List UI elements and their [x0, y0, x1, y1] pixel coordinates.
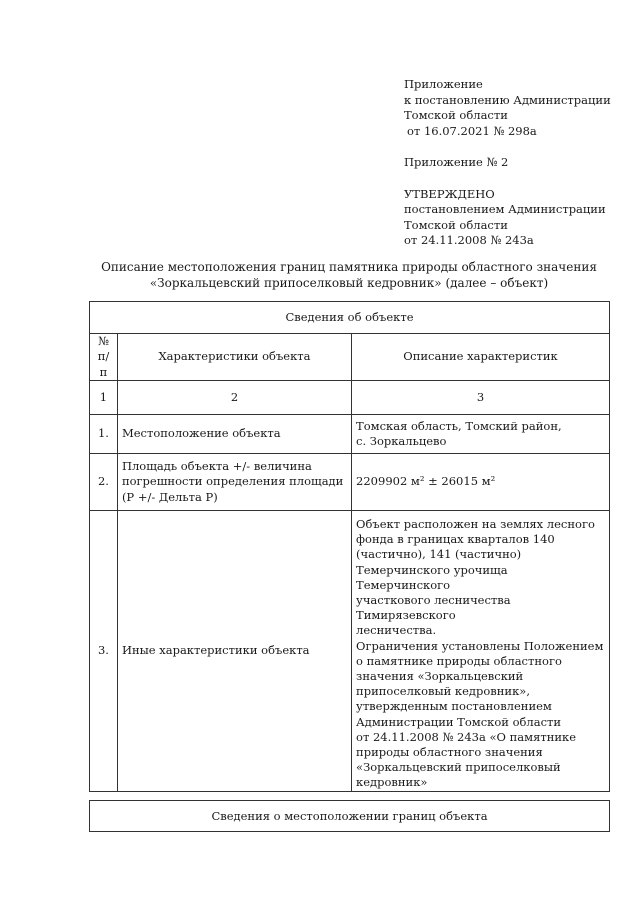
row-description: 2209902 м² ± 26015 м²	[352, 454, 610, 511]
table-row	[90, 415, 610, 454]
boundary-info-table	[89, 800, 610, 832]
table-caption: Сведения о местоположении границ объекта	[90, 801, 610, 832]
header-description: Описание характеристик	[352, 334, 610, 381]
appendix-line: Приложение	[404, 77, 483, 91]
row-number: 2.	[90, 454, 118, 511]
row-number: 3.	[90, 511, 118, 792]
column-numbers-row	[90, 381, 610, 415]
row-description: Объект расположен на землях лесного фонда в границах кварталов 140 (частично), 141 (частично) Темерчинского урочища Темерчинского участкового лесничества Тимирязевского лесничества. Ограничения установлены Положением о памятнике природы областного значения «Зоркальцевский припоселковый кедровник», утвержденным постановлением Администрации Томской области от 24.11.2008 № 243а «О памятнике природы областного значения «Зоркальцевский припоселковый кедровник»	[352, 511, 610, 792]
row-number: 1.	[90, 415, 118, 454]
appendix-line: Томской области	[404, 108, 508, 122]
column-number: 1	[90, 381, 118, 415]
appendix-2-label: Приложение № 2	[404, 155, 509, 169]
row-characteristic: Местоположение объекта	[117, 415, 351, 454]
object-info-table	[89, 301, 610, 792]
header-num: № п/п	[90, 334, 118, 381]
title-line: Описание местоположения границ памятника природы областного значения	[101, 260, 597, 274]
row-characteristic: Иные характеристики объекта	[117, 511, 351, 792]
column-number: 3	[352, 381, 610, 415]
title-line: «Зоркальцевский припоселковый кедровник» (далее – объект)	[149, 276, 549, 290]
header-characteristic: Характеристики объекта	[117, 334, 351, 381]
approved-line: УТВЕРЖДЕНО	[404, 186, 495, 201]
approved-line: постановлением Администрации	[404, 202, 606, 216]
table-row	[90, 511, 610, 792]
approved-line: Томской области	[404, 217, 508, 232]
appendix-line: к постановлению Администрации	[404, 92, 611, 107]
approved-line: от 24.11.2008 № 243а	[404, 233, 534, 247]
row-characteristic: Площадь объекта +/- величина погрешности определения площади (Р +/- Дельта Р)	[117, 454, 351, 511]
table-caption: Сведения об объекте	[90, 302, 610, 334]
table-caption-row	[90, 302, 610, 334]
table-row	[90, 454, 610, 511]
column-number: 2	[117, 381, 351, 415]
table-caption-row	[90, 801, 610, 832]
row-description: Томская область, Томский район, с. Зоркальцево	[352, 415, 610, 454]
document-title	[88, 259, 610, 291]
approval-block	[404, 77, 634, 249]
table-header-row	[90, 334, 610, 381]
appendix-line: от 16.07.2021 № 298а	[407, 123, 537, 138]
